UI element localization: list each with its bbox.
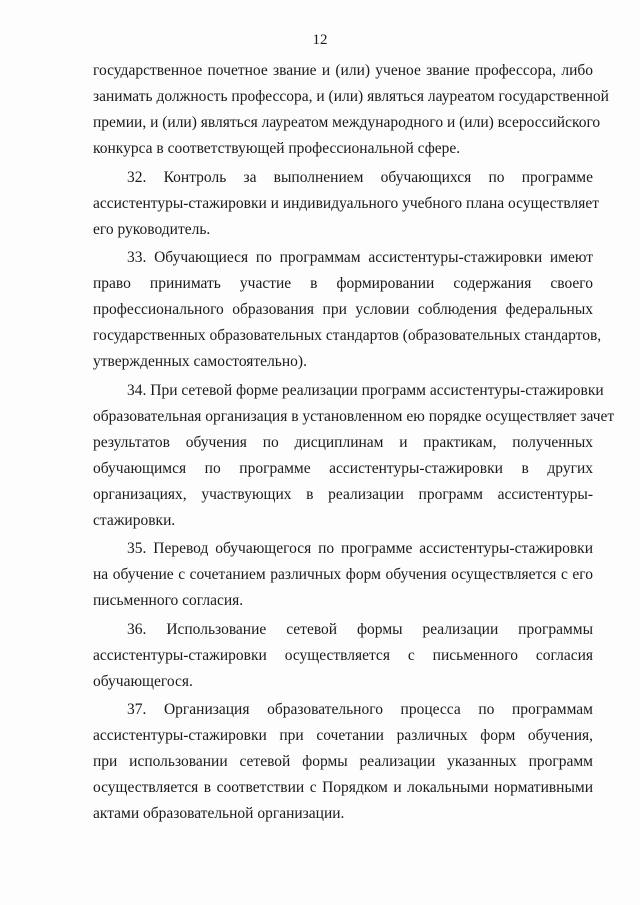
paragraph-first-line: 32. Контроль за выполнением обучающихся по программе [127,168,593,186]
text-line: образовательная организация в установленном ею порядке осуществляет зачет [93,407,615,425]
text-line: профессионального образования при условии соблюдения федеральных [93,301,593,318]
text-line: стажировки. [93,511,176,529]
text-line: при использовании сетевой формы реализации указанных программ [93,753,593,770]
paragraph-first-line: 34. При сетевой форме реализации программ ассистентуры-стажировки [127,381,604,399]
paragraph-first-line: 36. Использование сетевой формы реализации программы [127,620,593,638]
text-line: обучающимся по программе ассистентуры-стажировки в других [93,459,593,477]
page-number: 12 [312,32,328,48]
text-line: письменного согласия. [93,592,244,609]
text-line: обучающегося. [93,672,193,690]
text-line: государственных образовательных стандартов (образовательных стандартов, [93,327,602,344]
text-line: ассистентуры-стажировки и индивидуального учебного плана осуществляет [93,194,600,212]
text-line: его руководитель. [93,220,211,238]
text-line: премии, и (или) являться лауреатом международного и (или) всероссийского [93,114,601,131]
text-line: государственное почетное звание и (или) ученое звание профессора, либо [93,62,593,79]
text-line: актами образовательной организации. [93,805,345,822]
paragraph-first-line: 35. Перевод обучающегося по программе ассистентуры-стажировки [127,540,593,557]
paragraph-first-line: 33. Обучающиеся по программам ассистентуры-стажировки имеют [127,249,593,266]
text-line: ассистентуры-стажировки при сочетании различных форм обучения, [93,727,593,744]
text-line: конкурса в соответствующей профессиональной сфере. [93,140,461,157]
text-line: организациях, участвующих в реализации программ ассистентуры- [93,485,593,503]
document-body [93,58,615,827]
text-line: результатов обучения по дисциплинам и практикам, полученных [93,433,593,451]
text-line: осуществляется в соответствии с Порядком и локальными нормативными [93,779,593,796]
text-line: утвержденных самостоятельно). [93,353,307,370]
text-line: право принимать участие в формировании содержания своего [93,275,593,292]
paragraph-first-line: 37. Организация образовательного процесса по программам [127,701,593,718]
text-line: занимать должность профессора, и (или) являться лауреатом государственной [93,88,609,105]
text-line: ассистентуры-стажировки осуществляется с письменного согласия [93,646,593,664]
text-line: на обучение с сочетанием различных форм обучения осуществляется с его [93,566,593,583]
